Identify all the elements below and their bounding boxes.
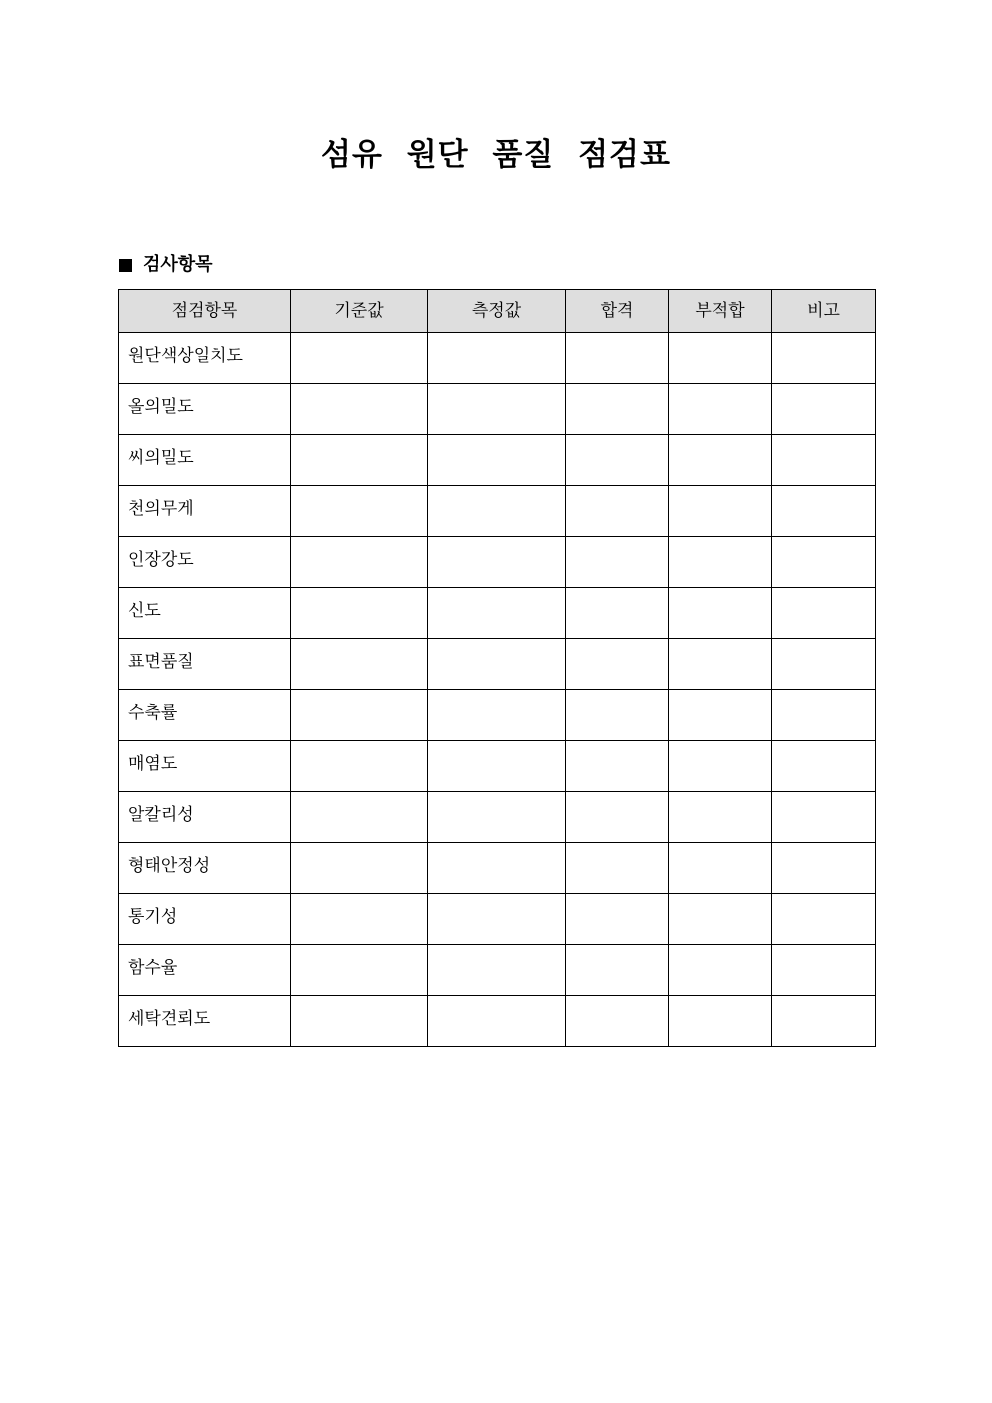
document-title: 섬유 원단 품질 점검표 <box>321 137 671 173</box>
measured-value-cell <box>428 792 566 843</box>
fail-cell <box>669 537 772 588</box>
section-heading-label: 검사항목 <box>143 254 213 275</box>
standard-value-cell <box>291 588 428 639</box>
remarks-cell <box>772 333 876 384</box>
item-cell: 신도 <box>119 588 291 639</box>
header-remarks: 비고 <box>772 290 876 333</box>
remarks-cell <box>772 996 876 1047</box>
header-pass: 합격 <box>566 290 669 333</box>
header-measured-value: 측정값 <box>428 290 566 333</box>
fail-cell <box>669 384 772 435</box>
inspection-table <box>118 289 876 1047</box>
table-row <box>119 333 876 384</box>
measured-value-cell <box>428 894 566 945</box>
pass-cell <box>566 639 669 690</box>
standard-value-cell <box>291 333 428 384</box>
pass-cell <box>566 690 669 741</box>
item-cell: 천의무게 <box>119 486 291 537</box>
standard-value-cell <box>291 792 428 843</box>
fail-cell <box>669 639 772 690</box>
measured-value-cell <box>428 486 566 537</box>
table-row <box>119 996 876 1047</box>
fail-cell <box>669 333 772 384</box>
standard-value-cell <box>291 945 428 996</box>
table-row <box>119 588 876 639</box>
remarks-cell <box>772 894 876 945</box>
fail-cell <box>669 435 772 486</box>
item-cell: 함수율 <box>119 945 291 996</box>
table-row <box>119 639 876 690</box>
item-cell: 인장강도 <box>119 537 291 588</box>
fail-cell <box>669 945 772 996</box>
square-bullet-icon <box>119 259 132 272</box>
standard-value-cell <box>291 843 428 894</box>
pass-cell <box>566 333 669 384</box>
measured-value-cell <box>428 537 566 588</box>
header-inspection-item: 점검항목 <box>119 290 291 333</box>
remarks-cell <box>772 945 876 996</box>
item-cell: 표면품질 <box>119 639 291 690</box>
pass-cell <box>566 945 669 996</box>
standard-value-cell <box>291 384 428 435</box>
table-row <box>119 486 876 537</box>
measured-value-cell <box>428 384 566 435</box>
item-cell: 매염도 <box>119 741 291 792</box>
header-fail: 부적합 <box>669 290 772 333</box>
measured-value-cell <box>428 741 566 792</box>
table-row <box>119 537 876 588</box>
pass-cell <box>566 435 669 486</box>
pass-cell <box>566 792 669 843</box>
fail-cell <box>669 588 772 639</box>
measured-value-cell <box>428 333 566 384</box>
item-cell: 수축률 <box>119 690 291 741</box>
table-row <box>119 843 876 894</box>
remarks-cell <box>772 741 876 792</box>
standard-value-cell <box>291 690 428 741</box>
pass-cell <box>566 996 669 1047</box>
standard-value-cell <box>291 741 428 792</box>
table-row <box>119 690 876 741</box>
fail-cell <box>669 741 772 792</box>
measured-value-cell <box>428 690 566 741</box>
measured-value-cell <box>428 639 566 690</box>
standard-value-cell <box>291 996 428 1047</box>
fail-cell <box>669 486 772 537</box>
section-heading <box>119 252 213 278</box>
item-cell: 알칼리성 <box>119 792 291 843</box>
fail-cell <box>669 996 772 1047</box>
item-cell: 세탁견뢰도 <box>119 996 291 1047</box>
item-cell: 형태안정성 <box>119 843 291 894</box>
item-cell: 통기성 <box>119 894 291 945</box>
pass-cell <box>566 741 669 792</box>
table-row <box>119 741 876 792</box>
table-row <box>119 384 876 435</box>
item-cell: 씨의밀도 <box>119 435 291 486</box>
measured-value-cell <box>428 435 566 486</box>
table-row <box>119 792 876 843</box>
fail-cell <box>669 690 772 741</box>
pass-cell <box>566 384 669 435</box>
measured-value-cell <box>428 945 566 996</box>
item-cell: 올의밀도 <box>119 384 291 435</box>
remarks-cell <box>772 435 876 486</box>
pass-cell <box>566 843 669 894</box>
standard-value-cell <box>291 537 428 588</box>
measured-value-cell <box>428 588 566 639</box>
measured-value-cell <box>428 996 566 1047</box>
item-cell: 원단색상일치도 <box>119 333 291 384</box>
pass-cell <box>566 894 669 945</box>
remarks-cell <box>772 588 876 639</box>
standard-value-cell <box>291 435 428 486</box>
standard-value-cell <box>291 894 428 945</box>
fail-cell <box>669 792 772 843</box>
table-row <box>119 945 876 996</box>
table-row <box>119 435 876 486</box>
standard-value-cell <box>291 639 428 690</box>
remarks-cell <box>772 843 876 894</box>
remarks-cell <box>772 690 876 741</box>
remarks-cell <box>772 792 876 843</box>
remarks-cell <box>772 486 876 537</box>
measured-value-cell <box>428 843 566 894</box>
table-header-row <box>119 290 876 333</box>
standard-value-cell <box>291 486 428 537</box>
header-standard-value: 기준값 <box>291 290 428 333</box>
fail-cell <box>669 843 772 894</box>
pass-cell <box>566 486 669 537</box>
remarks-cell <box>772 537 876 588</box>
pass-cell <box>566 537 669 588</box>
remarks-cell <box>772 639 876 690</box>
pass-cell <box>566 588 669 639</box>
remarks-cell <box>772 384 876 435</box>
table-row <box>119 894 876 945</box>
fail-cell <box>669 894 772 945</box>
